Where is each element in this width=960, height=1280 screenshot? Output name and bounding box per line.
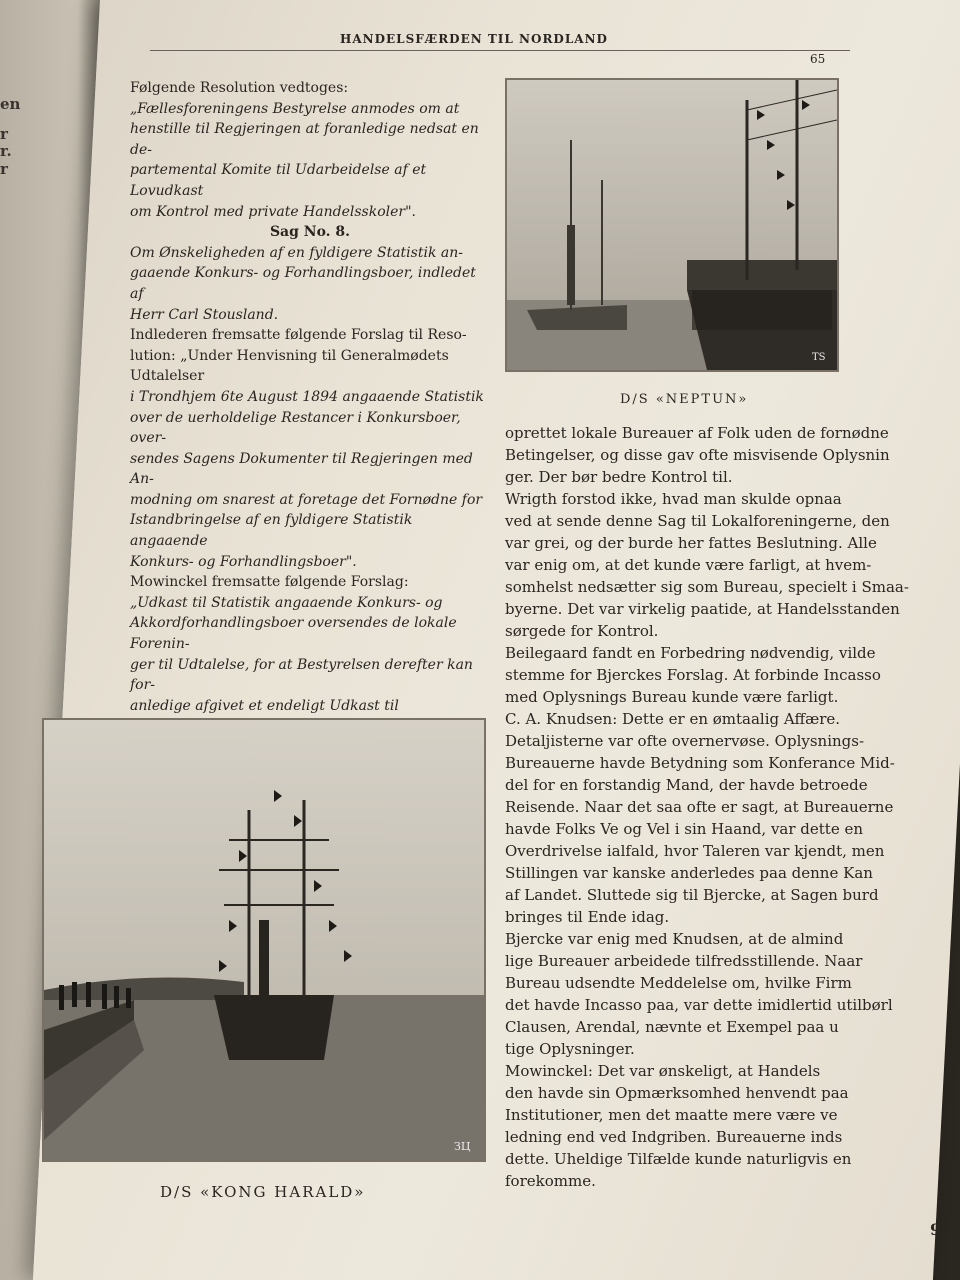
text-line: sendes Sagens Dokumenter til Regjeringen med An- — [130, 450, 473, 488]
photo-kong-harald — [42, 718, 486, 1162]
text-line: det havde Incasso paa, var dette imidlertid utilbørl — [505, 996, 893, 1014]
text-line: Wrigth forstod ikke, hvad man skulde opnaa — [505, 490, 842, 508]
text-line: sørgede for Kontrol. — [505, 622, 659, 640]
text-line: tige Oplysninger. — [505, 1040, 635, 1058]
right-text-column — [505, 422, 960, 1192]
margin-text: r — [0, 125, 8, 143]
text-line: Herr Carl Stousland. — [130, 306, 279, 323]
text-line: Betingelser, og disse gav ofte misvisende Oplysnin — [505, 446, 890, 464]
text-line: bringes til Ende idag. — [505, 908, 670, 926]
text-line: ger til Udtalelse, for at Bestyrelsen derefter kan for- — [130, 656, 473, 694]
ship-neptun-image — [507, 80, 837, 370]
text-line: ger. Der bør bedre Kontrol til. — [505, 468, 733, 486]
text-line: Mowinckel fremsatte følgende Forslag: — [130, 574, 409, 591]
margin-text: en — [0, 95, 21, 113]
text-line: Indlederen fremsatte følgende Forslag til Reso- — [130, 327, 467, 344]
text-line: del for en forstandig Mand, der havde betroede — [505, 776, 868, 794]
text-line: C. A. Knudsen: Dette er en ømtaalig Affære. — [505, 710, 841, 728]
text-line: ved at sende denne Sag til Lokalforeningerne, den — [505, 512, 890, 530]
text-line: af Landet. Sluttede sig til Bjercke, at Sagen burd — [505, 886, 879, 904]
photo-mark: TS — [812, 352, 826, 363]
text-line: oprettet lokale Bureauer af Folk uden de fornødne — [505, 424, 889, 442]
text-line: gaaende Konkurs- og Forhandlingsboer, indledet af — [130, 265, 476, 302]
text-line: i Trondhjem 6te August 1894 angaaende Statistik — [130, 388, 484, 405]
text-line: dette. Uheldige Tilfælde kunde naturligvis en — [505, 1150, 852, 1168]
text-line: Beilegaard fandt en Forbedring nødvendig, vilde — [505, 644, 876, 662]
text-line: byerne. Det var virkelig paatide, at Handelsstanden — [505, 600, 900, 618]
text-line: „Udkast til Statistik angaaende Konkurs- og — [130, 594, 443, 611]
text-line: Clausen, Arendal, nævnte et Exempel paa u — [505, 1018, 839, 1036]
margin-text: r — [0, 160, 8, 178]
caption-kong-harald: D/S «KONG HARALD» — [160, 1183, 366, 1201]
text-line: „Fællesforeningens Bestyrelse anmodes om at — [130, 100, 460, 117]
text-line: lige Bureauer arbeidede tilfredsstillende. Naar — [505, 952, 863, 970]
margin-text: r. — [0, 142, 12, 160]
photo-mark: ЗЦ — [454, 1140, 471, 1153]
text-line: Om Ønskeligheden af en fyldigere Statistik an- — [130, 244, 463, 261]
text-line: somhelst nedsætter sig som Bureau, specielt i Smaa- — [505, 578, 909, 596]
text-line: med Oplysnings Bureau kunde være farligt. — [505, 688, 839, 706]
text-line: henstille til Regjeringen at foranledige nedsat en de- — [130, 121, 479, 158]
text-line: Stillingen var kanske anderledes paa denne Kan — [505, 864, 873, 882]
text-line: stemme for Bjerckes Forslag. At forbinde Incasso — [505, 666, 881, 684]
text-line: Bjercke var enig med Knudsen, at de almind — [505, 930, 844, 948]
text-line: Sag No. 8. — [269, 224, 351, 241]
text-line: Følgende Resolution vedtoges: — [130, 80, 349, 96]
text-line: anledige afgivet et endeligt Udkast til — [130, 697, 399, 714]
ship-kong-harald-image — [44, 720, 484, 1160]
text-line: Bureau udsendte Meddelelse om, hvilke Firm — [505, 974, 852, 992]
text-line: forekomme. — [505, 1172, 596, 1190]
text-line: Mowinckel: Det var ønskeligt, at Handels — [505, 1062, 821, 1080]
header-rule — [150, 50, 850, 51]
text-line: over de uerholdelige Restancer i Konkursboer, over- — [130, 409, 461, 447]
text-line: Akkordforhandlingsboer oversendes de lokale Forenin- — [130, 615, 457, 653]
text-line: var grei, og der burde her fattes Beslutning. Alle — [505, 534, 877, 552]
text-line: Reisende. Naar det saa ofte er sagt, at Bureauerne — [505, 798, 894, 816]
running-header: HANDELSFÆRDEN TIL NORDLAND — [340, 32, 608, 46]
text-line: om Kontrol med private Handelsskoler". — [130, 203, 417, 220]
text-line: var enig om, at det kunde være farligt, at hvem- — [505, 556, 872, 574]
text-line: Istandbringelse af en fyldigere Statistik angaaende — [130, 512, 413, 550]
signature-number: 9 — [930, 1220, 942, 1239]
text-line: Overdrivelse ialfald, hvor Taleren var kjendt, men — [505, 842, 885, 860]
text-line: modning om snarest at foretage det Fornødne for — [130, 491, 483, 508]
text-line: ledning end ved Indgriben. Bureauerne inds — [505, 1128, 843, 1146]
text-line: Institutioner, men det maatte mere være ve — [505, 1106, 838, 1124]
page-number: 65 — [810, 52, 826, 66]
text-line: Detaljisterne var ofte overnervøse. Oplysnings- — [505, 732, 865, 750]
text-line: lution: „Under Henvisning til Generalmødets Udtalelser — [130, 347, 449, 385]
text-line: partemental Komite til Udarbeidelse af et Lovudkast — [130, 162, 427, 199]
text-line: havde Folks Ve og Vel i sin Haand, var dette en — [505, 820, 864, 838]
text-line: Konkurs- og Forhandlingsboer". — [130, 553, 357, 570]
photo-neptun — [505, 78, 839, 372]
text-line: den havde sin Opmærksomhed henvendt paa — [505, 1084, 849, 1102]
caption-neptun: D/S «NEPTUN» — [620, 392, 749, 407]
text-line: Bureauerne havde Betydning som Konferance Mid- — [505, 754, 895, 772]
